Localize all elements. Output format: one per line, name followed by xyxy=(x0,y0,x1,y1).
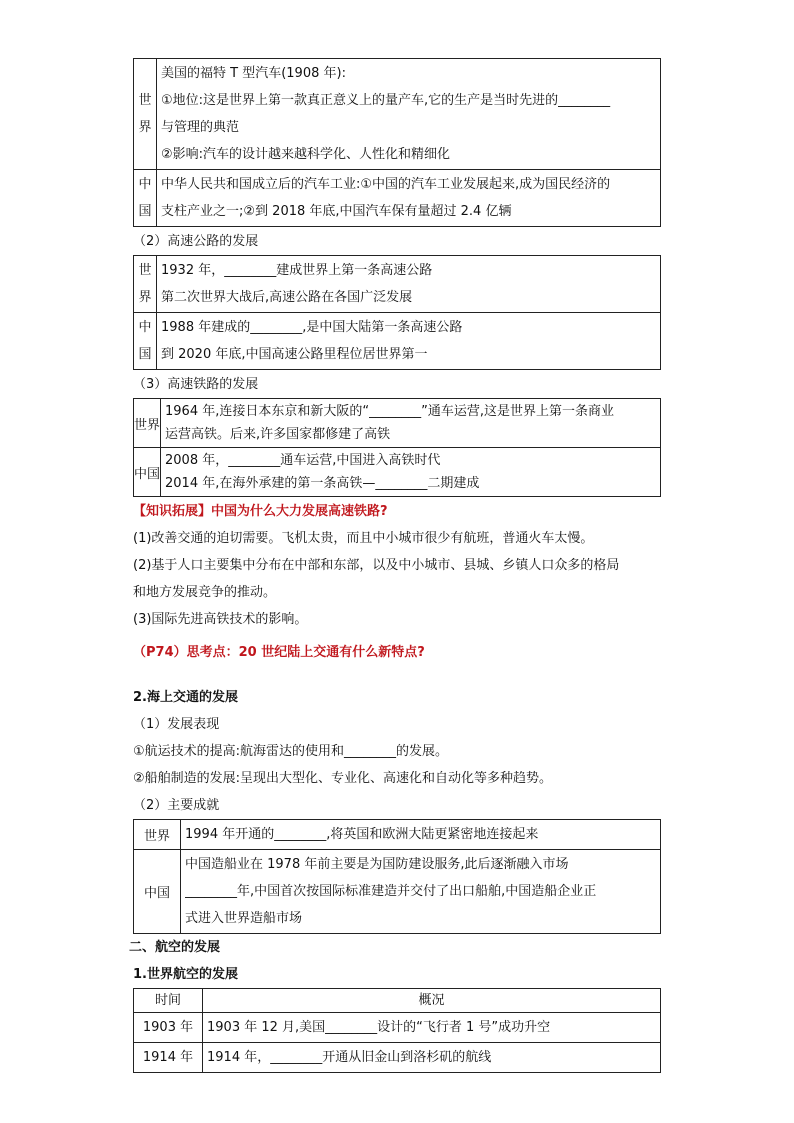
table-row xyxy=(134,170,661,227)
text-line: 第二次世界大战后,高速公路在各国广泛发展 xyxy=(161,290,413,305)
year-cell: 1914 年 xyxy=(134,1043,203,1073)
text-line: 1964 年,连接日本东京和新大阪的“________”通车运营,这是世界上第一条商业 xyxy=(165,404,614,419)
document-page xyxy=(129,58,661,1073)
text-line: 支柱产业之一;②到 2018 年底,中国汽车保有量超过 2.4 亿辆 xyxy=(161,204,512,219)
china-sea-cell xyxy=(181,850,661,934)
sea-achievement-table xyxy=(133,819,661,934)
header-time: 时间 xyxy=(134,989,203,1013)
china-highway-cell xyxy=(157,313,661,370)
sub-heading: （2）主要成就 xyxy=(133,798,220,813)
table-row xyxy=(134,399,661,448)
table-row xyxy=(134,850,661,934)
table-row xyxy=(134,256,661,313)
row-label-china: 中国 xyxy=(134,448,161,497)
row-label-world: 世界 xyxy=(134,399,161,448)
aviation-table xyxy=(133,988,661,1073)
row-label-china: 中 国 xyxy=(134,170,157,227)
overview-cell: 1903 年 12 月,美国________设计的“飞行者 1 号”成功升空 xyxy=(203,1013,661,1043)
header-overview: 概况 xyxy=(203,989,661,1013)
row-label-china: 中国 xyxy=(134,850,181,934)
overview-cell: 1914 年，________开通从旧金山到洛杉矶的航线 xyxy=(203,1043,661,1073)
table-header-row xyxy=(134,989,661,1013)
text-line: ②影响:汽车的设计越来越科学化、人性化和精细化 xyxy=(161,147,451,162)
table-row xyxy=(134,313,661,370)
china-railway-cell xyxy=(161,448,661,497)
knowledge-extension-title: 【知识拓展】中国为什么大力发展高速铁路? xyxy=(133,504,388,519)
text-line: 式进入世界造船市场 xyxy=(185,911,303,926)
highway-table xyxy=(133,255,661,370)
sea-point: ①航运技术的提高:航海雷达的使用和________的发展。 xyxy=(133,744,449,759)
extension-point: (1)改善交通的迫切需要。飞机太贵，而且中小城市很少有航班，普通火车太慢。 xyxy=(133,531,594,546)
thinking-point: （P74）思考点：20 世纪陆上交通有什么新特点? xyxy=(133,645,425,660)
section-heading: （3）高速铁路的发展 xyxy=(133,377,259,392)
extension-point: (2)基于人口主要集中分布在中部和东部，以及中小城市、县城、乡镇人口众多的格局 xyxy=(133,558,620,573)
china-automobile-cell xyxy=(157,170,661,227)
sub-heading-world-air: 1.世界航空的发展 xyxy=(133,967,238,982)
text-line: 运营高铁。后来,许多国家都修建了高铁 xyxy=(165,427,391,442)
text-line: 2014 年,在海外承建的第一条高铁—________二期建成 xyxy=(165,476,480,491)
text-line: ①地位:这是世界上第一款真正意义上的量产车,它的生产是当时先进的________ xyxy=(161,93,611,108)
sea-point: ②船舶制造的发展:呈现出大型化、专业化、高速化和自动化等多种趋势。 xyxy=(133,771,553,786)
text-line: 1988 年建成的________,是中国大陆第一条高速公路 xyxy=(161,320,463,335)
text-line: 中华人民共和国成立后的汽车工业:①中国的汽车工业发展起来,成为国民经济的 xyxy=(161,177,611,192)
text-line: ________年,中国首次按国际标准建造并交付了出口船舶,中国造船企业正 xyxy=(185,884,597,899)
text-line: 1994 年开通的________,将英国和欧洲大陆更紧密地连接起来 xyxy=(185,827,539,842)
text-line: 中国造船业在 1978 年前主要是为国防建设服务,此后逐渐融入市场 xyxy=(185,857,569,872)
extension-point: 和地方发展竞争的推动。 xyxy=(133,585,277,600)
text-line: 美国的福特 T 型汽车(1908 年): xyxy=(161,66,346,81)
row-label-world: 世 界 xyxy=(134,59,157,170)
sub-heading: （1）发展表现 xyxy=(133,717,220,732)
world-sea-cell xyxy=(181,820,661,850)
automobile-table xyxy=(133,58,661,227)
text-line: 到 2020 年底,中国高速公路里程位居世界第一 xyxy=(161,347,428,362)
table-row xyxy=(134,1013,661,1043)
world-automobile-cell xyxy=(157,59,661,170)
section-heading: （2）高速公路的发展 xyxy=(133,234,259,249)
row-label-china: 中 国 xyxy=(134,313,157,370)
extension-point: (3)国际先进高铁技术的影响。 xyxy=(133,612,308,627)
text-line: 1932 年，________建成世界上第一条高速公路 xyxy=(161,263,433,278)
section-title-air: 二、航空的发展 xyxy=(129,940,221,955)
world-highway-cell xyxy=(157,256,661,313)
table-row xyxy=(134,820,661,850)
year-cell: 1903 年 xyxy=(134,1013,203,1043)
section-title-sea: 2.海上交通的发展 xyxy=(133,690,238,705)
table-row xyxy=(134,448,661,497)
table-row xyxy=(134,1043,661,1073)
text-line: 2008 年，________通车运营,中国进入高铁时代 xyxy=(165,453,441,468)
table-row xyxy=(134,59,661,170)
text-line: 与管理的典范 xyxy=(161,120,240,135)
row-label-world: 世界 xyxy=(134,820,181,850)
railway-table xyxy=(133,398,661,497)
row-label-world: 世 界 xyxy=(134,256,157,313)
world-railway-cell xyxy=(161,399,661,448)
